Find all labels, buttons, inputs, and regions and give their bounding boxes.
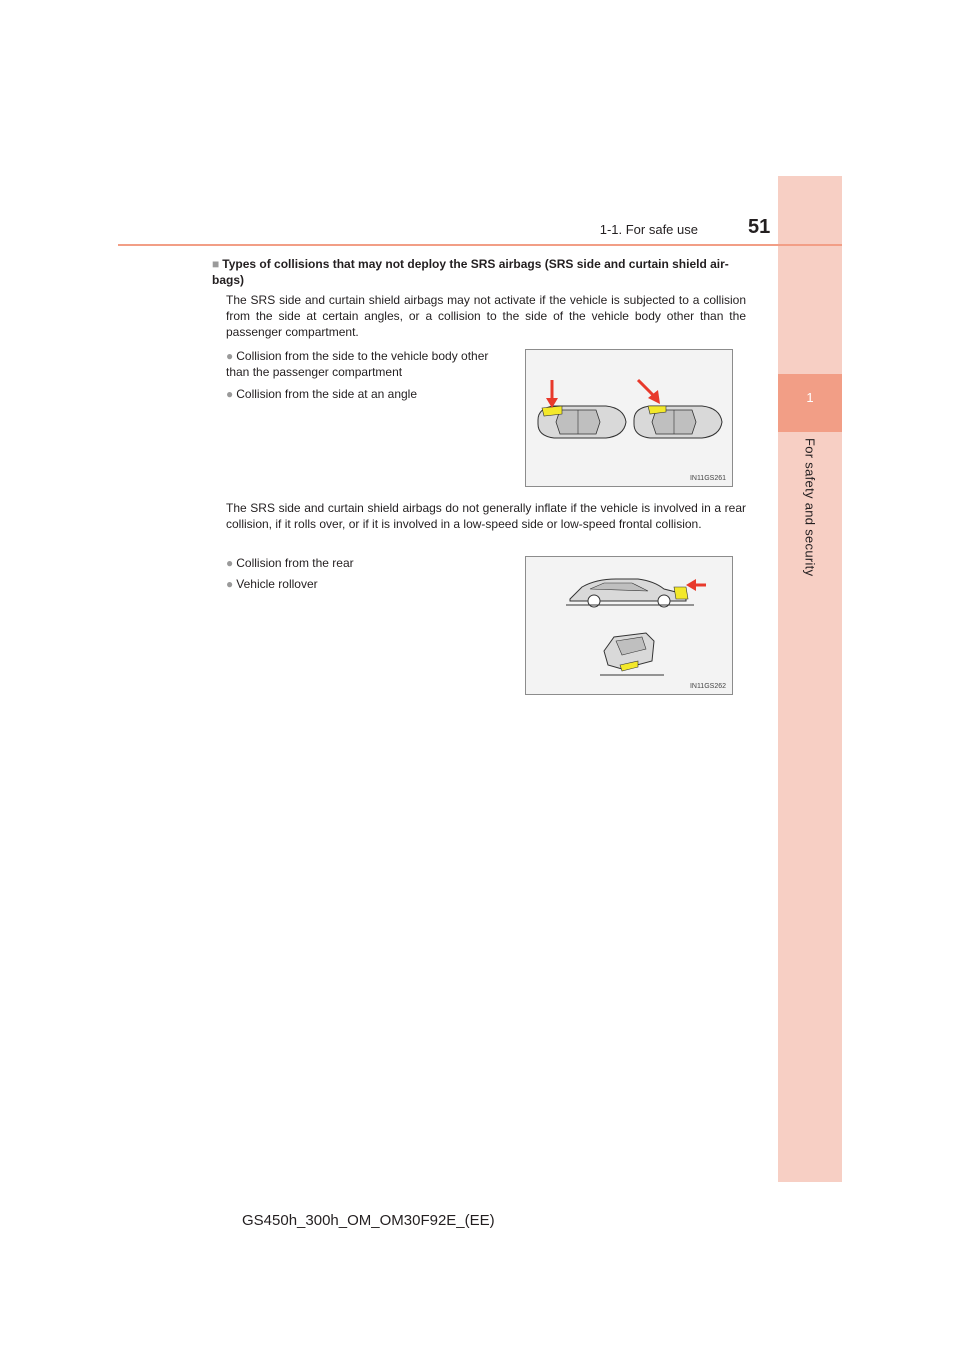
rear-rollover-illustration	[526, 557, 732, 694]
impact-arrow-rear	[686, 579, 706, 591]
chapter-number: 1	[806, 390, 814, 405]
paragraph-2: The SRS side and curtain shield airbags do not generally inflate if the vehicle is involved in a rear collision, if it rolls over, or if it is involved in a low-speed side or low-speed frontal collision.	[226, 501, 746, 531]
bullet-text: Vehicle rollover	[236, 577, 318, 591]
figure-code: IN11GS261	[689, 475, 726, 482]
figure-rear-and-rollover	[525, 556, 733, 695]
header-divider	[118, 244, 842, 246]
car-top-view-right	[634, 406, 722, 438]
figure-code: IN11GS262	[689, 683, 726, 690]
section-subheading	[212, 256, 748, 288]
figure-side-collision	[525, 349, 733, 487]
car-top-view-left	[538, 406, 626, 438]
document-code: GS450h_300h_OM_OM30F92E_(EE)	[242, 1212, 495, 1229]
bullet-text: Collision from the side to the vehicle body other than the passenger compartment	[226, 349, 489, 379]
chapter-side-tab	[778, 176, 842, 1182]
chapter-title	[778, 438, 842, 658]
page-number: 51	[748, 216, 771, 238]
list-item	[226, 555, 514, 571]
bullet-marker: ●	[226, 556, 234, 570]
paragraph-1: The SRS side and curtain shield airbags may not activate if the vehicle is subjected to a collision from the side at certain angles, or a collision to the side of the vehicle body other than the passenger compartment.	[226, 293, 746, 339]
list-item	[226, 348, 514, 380]
chapter-title-text: For safety and security	[802, 438, 818, 577]
bullet-marker: ●	[226, 577, 234, 591]
bullet-marker: ●	[226, 387, 234, 401]
bullet-marker: ●	[226, 349, 234, 363]
bullet-text: Collision from the rear	[236, 556, 354, 570]
impact-arrow-vertical	[546, 380, 558, 408]
side-collision-illustration	[526, 350, 732, 486]
bullet-text: Collision from the side at an angle	[236, 387, 418, 401]
car-rollover-view	[600, 633, 664, 675]
car-side-view	[566, 579, 694, 607]
subheading-marker: ■	[212, 257, 220, 271]
list-item	[226, 386, 514, 402]
impact-arrow-diagonal	[638, 380, 660, 404]
subheading-text: Types of collisions that may not deploy the SRS airbags (SRS side and curtain shield air-bags)	[212, 257, 729, 287]
header-section-title: 1-1. For safe use	[599, 222, 698, 237]
list-item	[226, 576, 514, 592]
